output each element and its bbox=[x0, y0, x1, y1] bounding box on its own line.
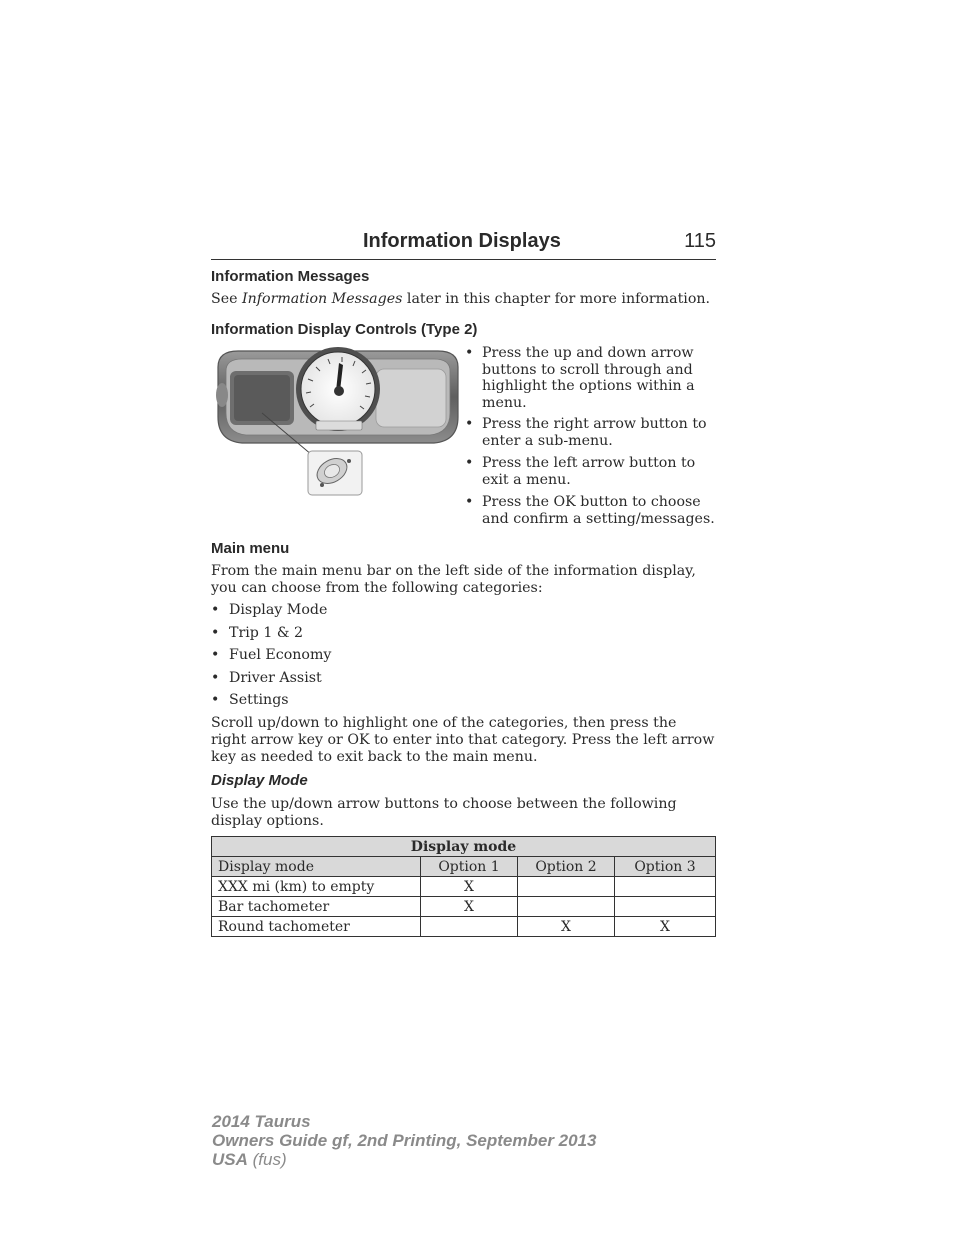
column-header: Display mode bbox=[212, 857, 421, 877]
page-number: 115 bbox=[684, 230, 716, 252]
footer-edition: Owners Guide gf, 2nd Printing, September 2013 bbox=[212, 1131, 597, 1150]
list-item bbox=[465, 494, 715, 530]
table-cell: X bbox=[615, 917, 716, 937]
bullet-marker: • bbox=[211, 647, 220, 663]
bullet-marker: • bbox=[211, 692, 220, 708]
menu-category: Trip 1 & 2 bbox=[229, 625, 304, 641]
table-cell: X bbox=[421, 897, 518, 917]
bullet-marker: • bbox=[211, 625, 220, 641]
page-title: Information Displays bbox=[363, 230, 561, 252]
page-footer bbox=[212, 1112, 596, 1169]
list-item bbox=[465, 455, 715, 491]
table-header-row bbox=[212, 857, 716, 877]
section-heading-main-menu: Main menu bbox=[211, 540, 290, 557]
footer-market: USA (fus) bbox=[212, 1150, 287, 1169]
table-cell bbox=[421, 917, 518, 937]
section-heading-information-messages: Information Messages bbox=[211, 268, 370, 285]
table-caption: Display mode bbox=[212, 837, 716, 857]
information-messages-text: See Information Messages later in this chapter for more information. bbox=[211, 291, 711, 307]
section-heading-display-controls: Information Display Controls (Type 2) bbox=[211, 321, 478, 338]
table-cell: XXX mi (km) to empty bbox=[212, 877, 421, 897]
column-header: Option 3 bbox=[615, 857, 716, 877]
bullet-marker: • bbox=[465, 416, 474, 432]
main-menu-intro: From the main menu bar on the left side of the information display, you can choose from the following categories: bbox=[211, 563, 696, 596]
menu-category: Display Mode bbox=[229, 602, 328, 618]
control-instruction: Press the OK button to choose and confirm a setting/messages. bbox=[482, 494, 715, 527]
table-cell bbox=[518, 897, 615, 917]
footer-model: 2014 Taurus bbox=[212, 1112, 311, 1131]
display-mode-intro: Use the up/down arrow buttons to choose between the following display options. bbox=[211, 796, 677, 829]
table-cell: X bbox=[421, 877, 518, 897]
section-heading-display-mode: Display Mode bbox=[211, 772, 308, 789]
table-cell: Bar tachometer bbox=[212, 897, 421, 917]
table-row bbox=[212, 877, 716, 897]
bullet-marker: • bbox=[465, 494, 474, 510]
menu-category: Driver Assist bbox=[229, 670, 322, 686]
menu-category: Fuel Economy bbox=[229, 647, 332, 663]
table-row bbox=[212, 917, 716, 937]
column-header: Option 1 bbox=[421, 857, 518, 877]
table-cell: Round tachometer bbox=[212, 917, 421, 937]
column-header: Option 2 bbox=[518, 857, 615, 877]
list-item bbox=[465, 345, 715, 415]
table-cell: X bbox=[518, 917, 615, 937]
instrument-cluster-illustration bbox=[212, 345, 462, 505]
bullet-marker: • bbox=[465, 345, 474, 361]
table-cell bbox=[615, 877, 716, 897]
table-cell bbox=[518, 877, 615, 897]
table-cell bbox=[615, 897, 716, 917]
control-instruction: Press the up and down arrow buttons to scroll through and highlight the options within a menu. bbox=[482, 345, 695, 411]
page-header bbox=[211, 228, 716, 260]
bullet-marker: • bbox=[465, 455, 474, 471]
main-menu-outro: Scroll up/down to highlight one of the categories, then press the right arrow key or OK to enter into that category. Press the left arrow key as needed to exit back to the main menu. bbox=[211, 715, 715, 765]
bullet-marker: • bbox=[211, 670, 220, 686]
display-mode-table bbox=[211, 836, 716, 937]
control-instruction: Press the left arrow button to exit a menu. bbox=[482, 455, 696, 488]
menu-category: Settings bbox=[229, 692, 289, 708]
bullet-marker: • bbox=[211, 602, 220, 618]
control-instruction: Press the right arrow button to enter a sub-menu. bbox=[482, 416, 707, 449]
list-item bbox=[465, 416, 715, 452]
table-row bbox=[212, 897, 716, 917]
